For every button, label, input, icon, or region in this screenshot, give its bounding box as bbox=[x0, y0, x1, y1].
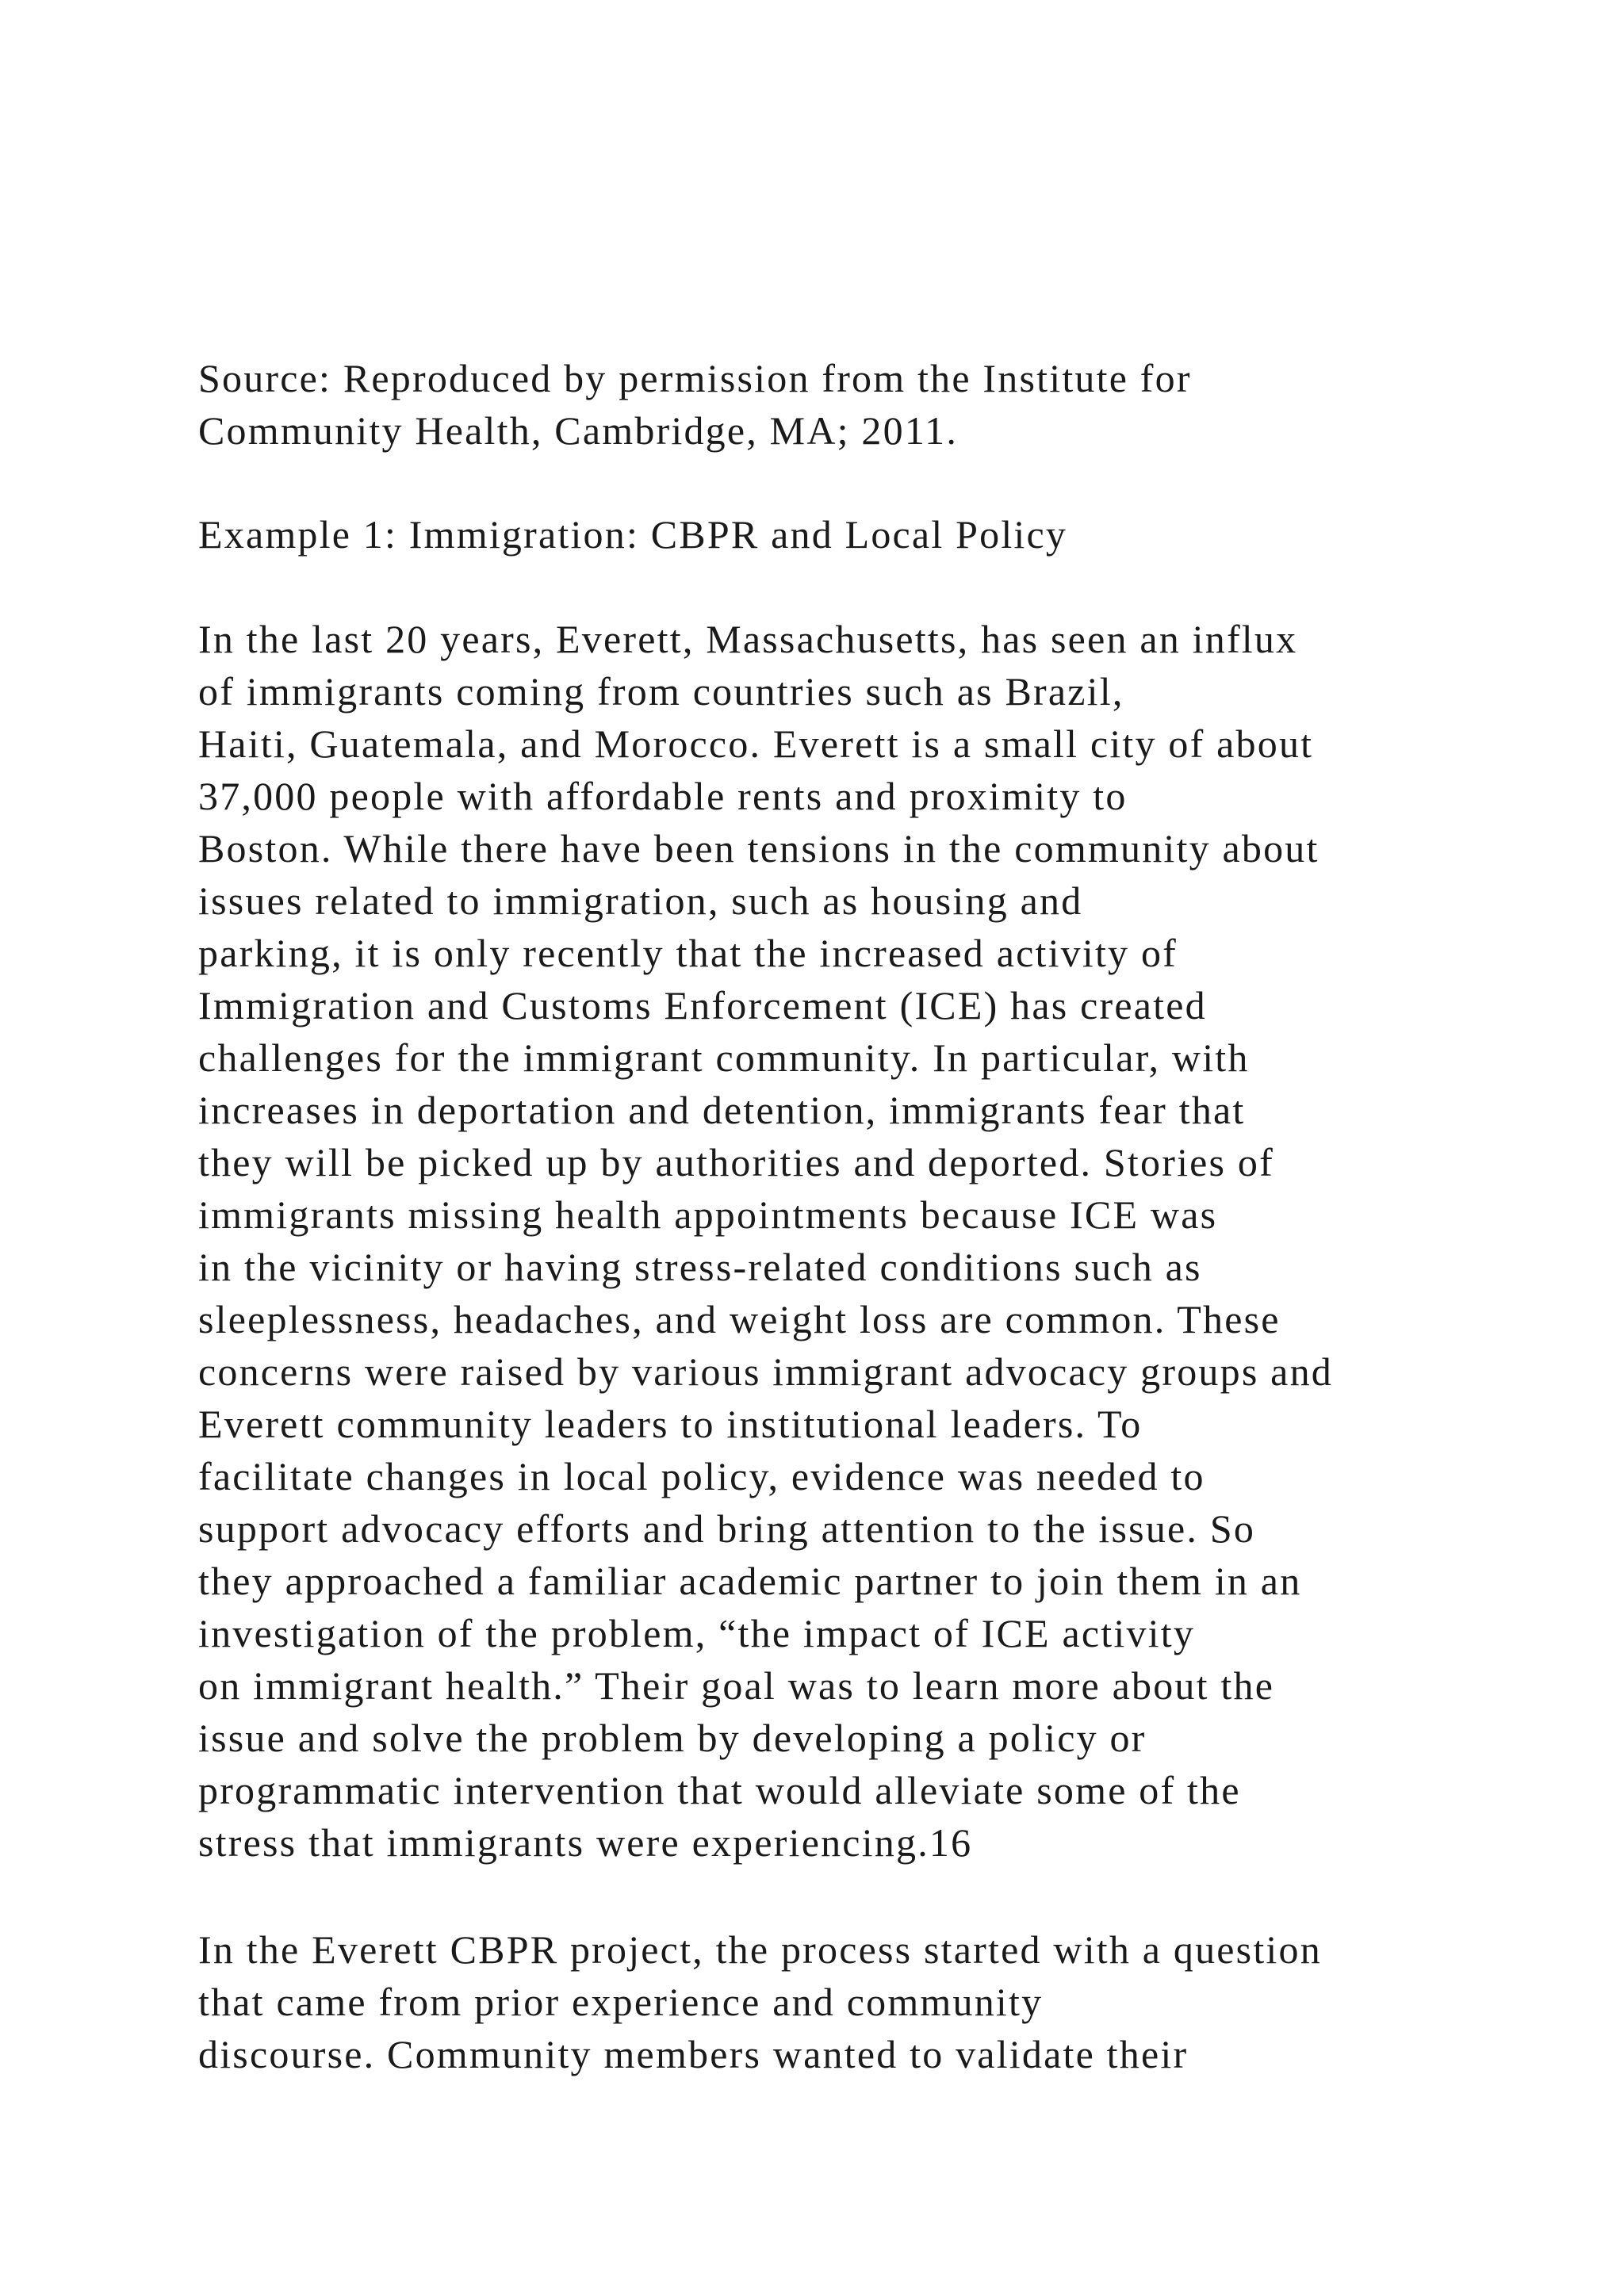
text-line: they will be picked up by authorities and deported. Stories of bbox=[198, 1140, 1274, 1184]
text-line: parking, it is only recently that the increased activity of bbox=[198, 931, 1178, 975]
paragraph-2 bbox=[198, 1923, 1546, 2080]
paragraph-1 bbox=[198, 613, 1546, 1869]
text-line: discourse. Community members wanted to validate their bbox=[198, 2032, 1189, 2076]
text-line: of immigrants coming from countries such as Brazil, bbox=[198, 669, 1124, 714]
text-line: 37,000 people with affordable rents and proximity to bbox=[198, 774, 1128, 818]
text-line: in the vicinity or having stress-related conditions such as bbox=[198, 1245, 1202, 1289]
text-line: increases in deportation and detention, immigrants fear that bbox=[198, 1088, 1246, 1132]
text-line: Immigration and Customs Enforcement (ICE) has created bbox=[198, 983, 1207, 1027]
text-line: immigrants missing health appointments because ICE was bbox=[198, 1192, 1218, 1237]
text-line: programmatic intervention that would alleviate some of the bbox=[198, 1768, 1241, 1812]
text-line: In the Everett CBPR project, the process started with a question bbox=[198, 1927, 1322, 1972]
text-line: Community Health, Cambridge, MA; 2011. bbox=[198, 408, 959, 453]
example-heading bbox=[198, 508, 1546, 561]
source-citation bbox=[198, 352, 1546, 457]
heading-line: Example 1: Immigration: CBPR and Local Policy bbox=[198, 512, 1068, 557]
text-line: facilitate changes in local policy, evidence was needed to bbox=[198, 1454, 1205, 1498]
text-line: sleeplessness, headaches, and weight loss are common. These bbox=[198, 1297, 1281, 1341]
text-line: In the last 20 years, Everett, Massachusetts, has seen an influx bbox=[198, 617, 1298, 661]
text-line: on immigrant health.” Their goal was to learn more about the bbox=[198, 1663, 1275, 1708]
text-line: they approached a familiar academic partner to join them in an bbox=[198, 1559, 1302, 1603]
text-line: investigation of the problem, “the impact of ICE activity bbox=[198, 1611, 1196, 1655]
text-line: Everett community leaders to institutional leaders. To bbox=[198, 1402, 1143, 1446]
text-line: concerns were raised by various immigrant advocacy groups and bbox=[198, 1349, 1333, 1394]
text-line: issue and solve the problem by developing a policy or bbox=[198, 1716, 1147, 1760]
text-line: that came from prior experience and community bbox=[198, 1980, 1044, 2024]
text-line: issues related to immigration, such as housing and bbox=[198, 878, 1083, 923]
text-line: support advocacy efforts and bring attention to the issue. So bbox=[198, 1506, 1256, 1551]
text-line: Boston. While there have been tensions in the community about bbox=[198, 826, 1320, 871]
text-line: stress that immigrants were experiencing.16 bbox=[198, 1820, 973, 1865]
text-line: Haiti, Guatemala, and Morocco. Everett is a small city of about bbox=[198, 721, 1314, 766]
text-line: Source: Reproduced by permission from the Institute for bbox=[198, 356, 1192, 400]
text-line: challenges for the immigrant community. In particular, with bbox=[198, 1035, 1250, 1080]
